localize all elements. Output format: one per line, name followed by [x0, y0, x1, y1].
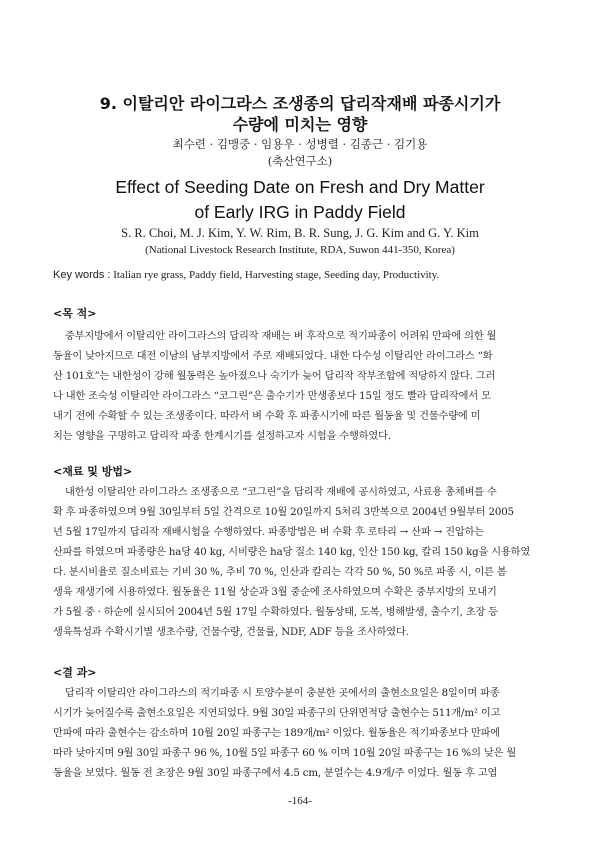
body-line: 산 101호”는 내한성이 강해 월동력은 높아졌으나 숙기가 늦어 답리작 작부조합에 적당하지 않다. 그러 — [53, 371, 496, 382]
body-line: 답리작 이탈리안 라이그라스의 적기파종 시 토양수분이 충분한 곳에서의 출현소요일은 8일이며 파종 — [65, 688, 500, 699]
affiliation-en: (National Livestock Research Institute, RDA, Suwon 441-350, Korea) — [145, 244, 455, 256]
section-heading-methods: <재료 및 방법> — [53, 465, 133, 478]
body-line: 생육특성과 수확시기별 생초수량, 건물수량, 건물률, NDF, ADF 등을 조사하였다. — [53, 627, 409, 638]
body-line: 시기가 늦어질수록 출현소요일은 지연되었다. 9월 30일 파종구의 단위면적당 출현수는 511개/m² 이고 — [53, 708, 501, 719]
body-line: 년 5월 17일까지 답리작 재배시험을 수행하였다. 파종방법은 벼 수확 후 로타리 → 산파 → 진압하는 — [53, 527, 484, 538]
body-line: 나 내한 조숙성 이탈리안 라이그라스 “코그린”은 출수기가 만생종보다 15일 정도 빨라 답리작에서 모 — [53, 391, 491, 402]
body-line: 따라 낮아지며 9월 30일 파종구 96 %, 10월 5일 파종구 60 % 이며 10월 20일 파종구는 16 %의 낮은 월 — [53, 748, 517, 759]
title-ko-line1: 9. 이탈리안 라이그라스 조생종의 답리작재배 파종시기가 — [99, 94, 501, 113]
title-ko-line2: 수량에 미치는 영향 — [232, 115, 368, 134]
keywords-label: Key words : — [53, 269, 111, 281]
body-line: 생육 재생기에 시용하였다. 월동율은 11월 상순과 3월 중순에 조사하였으며 수확은 중부지방의 모내기 — [53, 587, 497, 598]
body-line: 치는 영향을 구명하고 답리작 파종 한계시기를 설정하고자 시험을 수행하였다. — [53, 431, 391, 442]
keywords — [53, 269, 553, 281]
authors-en: S. R. Choi, M. J. Kim, Y. W. Rim, B. R. Sung, J. G. Kim and G. Y. Kim — [121, 226, 479, 240]
body-line: 동율을 보였다. 월동 전 초장은 9월 30일 파종구에서 4.5 cm, 분얼수는 4.9개/주 이었다. 월동 후 고엽 — [53, 768, 498, 779]
body-line: 확 후 파종하였으며 9월 30일부터 5일 간격으로 10월 20일까지 5처리 3반복으로 2004년 9월부터 2005 — [53, 507, 514, 518]
authors-ko: 최수련 · 김맹중 · 임용우 · 성병렬 · 김종근 · 김기용 — [172, 137, 428, 151]
body-line: 가 5월 중 · 하순에 실시되어 2004년 5월 17일 수확하였다. 월동상태, 도복, 병해발생, 출수기, 초장 등 — [53, 607, 499, 618]
body-line: 내기 전에 수확할 수 있는 조생종이다. 따라서 벼 수확 후 파종시기에 따른 월동율 및 건물수량에 미 — [53, 411, 481, 422]
body-line: 다. 분시비율로 질소비료는 기비 30 %, 추비 70 %, 인산과 칼리는 각각 50 %, 50 %로 파종 시, 이른 봄 — [53, 567, 507, 578]
body-line: 동율이 낮아지므로 대전 이남의 남부지방에서 주로 재배되었다. 내한 다수성 이탈리안 라이그라스 “화 — [53, 351, 493, 362]
body-line: 산파를 하였으며 파종량은 ha당 40 kg, 시비량은 ha당 질소 140 kg, 인산 150 kg, 칼리 150 kg을 시용하였 — [53, 547, 531, 558]
keywords-text: Italian rye grass, Paddy field, Harvesting stage, Seeding day, Productivity. — [113, 269, 440, 281]
body-line: 중부지방에서 이탈리안 라이그라스의 답리작 재배는 벼 후작으로 적기파종이 어려워 만파에 의한 월 — [65, 331, 497, 342]
title-en-line2: of Early IRG in Paddy Field — [194, 202, 406, 222]
page-number: -164- — [288, 795, 312, 807]
body-line: 내한성 이탈리안 라이그라스 조생종으로 “코그린”을 답리작 재배에 공시하였고, 사료용 총체벼를 수 — [65, 487, 497, 498]
affiliation-ko: (축산연구소) — [267, 154, 333, 168]
body-line: 만파에 따라 출현수는 감소하며 10월 20일 파종구는 189개/m² 이었다. 월동율은 적기파종보다 만파에 — [53, 728, 500, 739]
section-heading-results: <결 과> — [53, 666, 97, 679]
title-en-line1: Effect of Seeding Date on Fresh and Dry Matter — [115, 177, 485, 197]
section-heading-purpose: <목 적> — [53, 307, 97, 320]
